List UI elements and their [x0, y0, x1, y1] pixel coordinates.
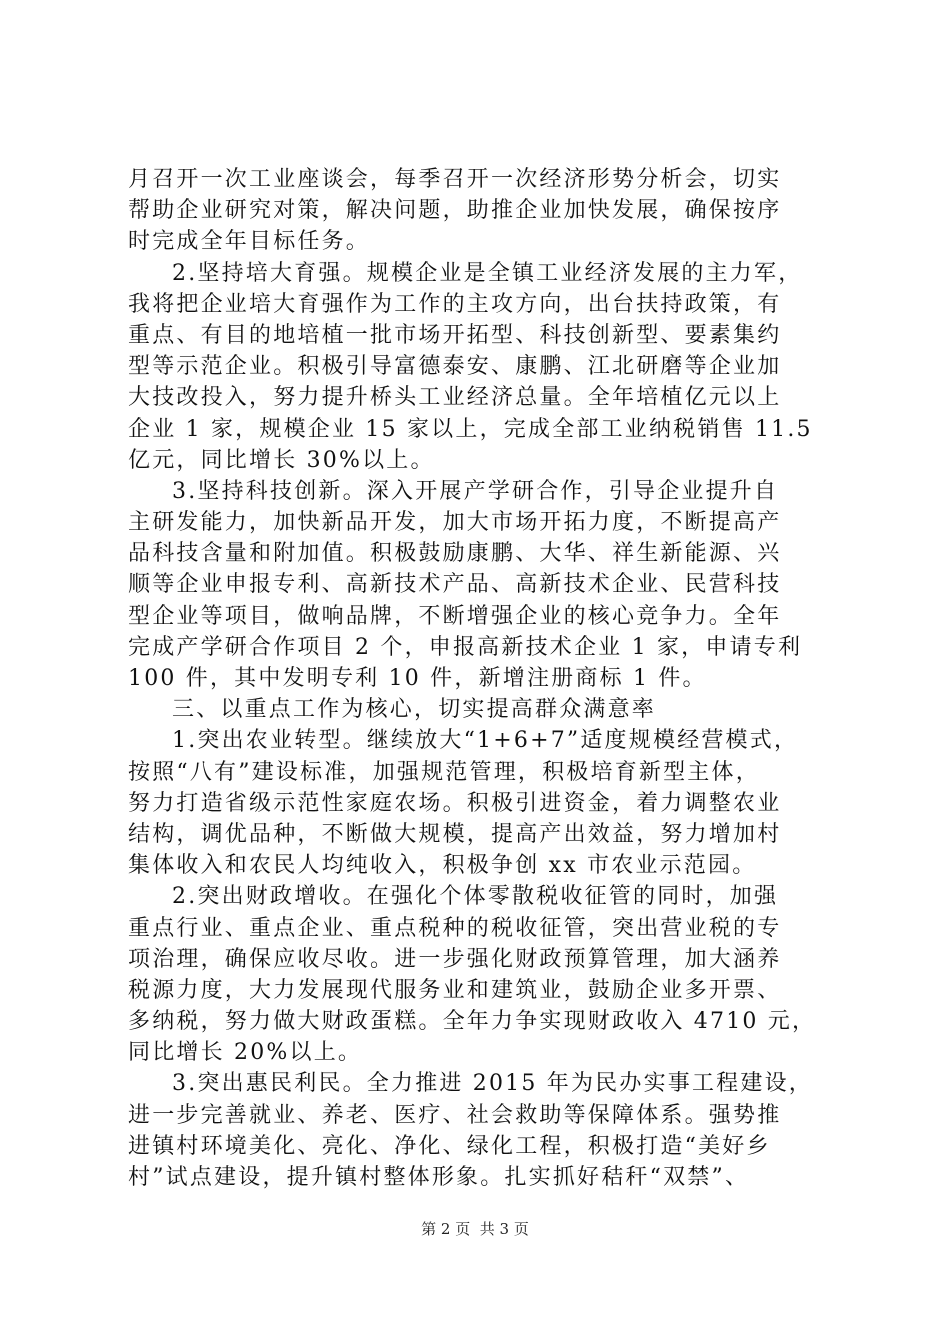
text-line: 顺等企业申报专利、高新技术产品、高新技术企业、民营科技	[128, 572, 782, 598]
text-line: 完成产学研合作项目 2 个，申报高新技术企业 1 家，申请专利	[128, 634, 803, 660]
text-line: 进一步完善就业、养老、医疗、社会救助等保障体系。强势推	[128, 1102, 782, 1128]
text-line: 同比增长 20%以上。	[128, 1040, 363, 1066]
text-line: 我将把企业培大育强作为工作的主攻方向，出台扶持政策，有	[128, 291, 782, 317]
page-number-label: 第 2 页 共 3 页	[421, 1220, 529, 1238]
text-line: 三、以重点工作为核心，切实提高群众满意率	[172, 697, 657, 723]
text-line: 重点、有目的地培植一批市场开拓型、科技创新型、要素集约	[128, 322, 782, 348]
text-line: 结构，调优品种，不断做大规模，提高产出效益，努力增加村	[128, 821, 782, 847]
text-line: 3.突出惠民利民。全力推进 2015 年为民办实事工程建设，	[172, 1071, 813, 1097]
document-body	[128, 164, 840, 1193]
text-line: 努力打造省级示范性家庭农场。积极引进资金，着力调整农业	[128, 790, 782, 816]
text-line: 村”试点建设，提升镇村整体形象。扎实抓好秸秆“双禁”、	[128, 1165, 750, 1190]
text-line: 帮助企业研究对策，解决问题，助推企业加快发展，确保按序	[128, 198, 782, 224]
text-line: 品科技含量和附加值。积极鼓励康鹏、大华、祥生新能源、兴	[128, 541, 782, 567]
text-line: 2.突出财政增收。在强化个体零散税收征管的同时，加强	[172, 884, 779, 910]
text-line: 重点行业、重点企业、重点税种的税收征管，突出营业税的专	[128, 915, 782, 941]
text-line: 时完成全年目标任务。	[128, 229, 371, 255]
text-line: 型等示范企业。积极引导富德泰安、康鹏、江北研磨等企业加	[128, 354, 782, 380]
text-line: 按照“八有”建设标准，加强规范管理，积极培育新型主体，	[128, 759, 760, 785]
text-line: 进镇村环境美化、亮化、净化、绿化工程，积极打造“美好乡	[128, 1133, 771, 1159]
text-line: 税源力度，大力发展现代服务业和建筑业，鼓励企业多开票、	[128, 977, 782, 1003]
text-line: 集体收入和农民人均纯收入，积极争创 xx 市农业示范园。	[128, 853, 757, 879]
text-line: 100 件，其中发明专利 10 件，新增注册商标 1 件。	[128, 666, 707, 691]
text-line: 大技改投入，努力提升桥头工业经济总量。全年培植亿元以上	[128, 385, 782, 411]
page-footer	[0, 1218, 950, 1239]
text-line: 企业 1 家，规模企业 15 家以上，完成全部工业纳税销售 11.5	[128, 416, 813, 442]
text-line: 3.坚持科技创新。深入开展产学研合作，引导企业提升自	[172, 478, 779, 504]
text-line: 亿元，同比增长 30%以上。	[128, 447, 435, 473]
text-line: 多纳税，努力做大财政蛋糕。全年力争实现财政收入 4710 元，	[128, 1009, 817, 1035]
text-line: 项治理，确保应收尽收。进一步强化财政预算管理，加大涵养	[128, 946, 782, 972]
text-line: 2.坚持培大育强。规模企业是全镇工业经济发展的主力军，	[172, 260, 803, 286]
text-line: 1.突出农业转型。继续放大“1+6+7”适度规模经营模式，	[172, 728, 799, 754]
text-line: 型企业等项目，做响品牌，不断增强企业的核心竞争力。全年	[128, 603, 782, 629]
text-line: 主研发能力，加快新品开发，加大市场开拓力度，不断提高产	[128, 510, 782, 536]
text-line: 月召开一次工业座谈会，每季召开一次经济形势分析会，切实	[128, 167, 782, 192]
